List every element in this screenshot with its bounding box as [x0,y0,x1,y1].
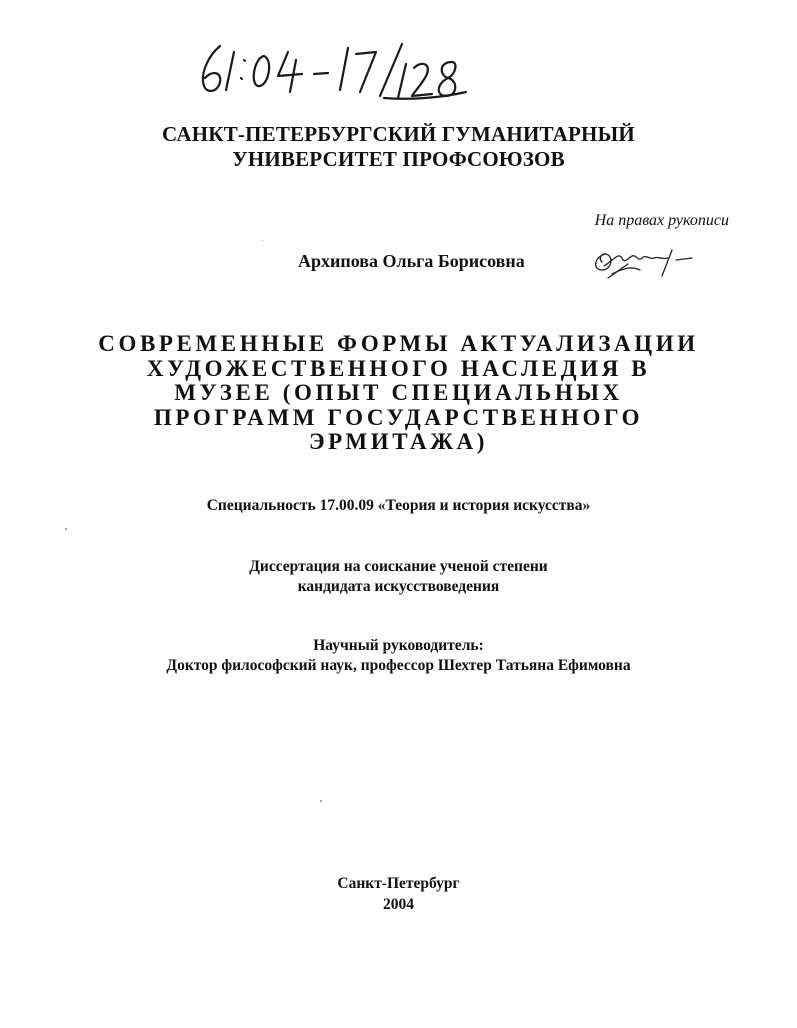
scan-speck [65,528,67,530]
university-line-1: САНКТ-ПЕТЕРБУРГСКИЙ ГУМАНИТАРНЫЙ [162,122,635,146]
place-and-year [0,873,797,915]
title-line: ЭРМИТАЖА) [308,429,489,454]
degree-line-2: кандидата искусствоведения [297,578,500,595]
title-line: СОВРЕМЕННЫЕ ФОРМЫ АКТУАЛИЗАЦИИ [98,331,699,356]
scan-speck [320,800,322,802]
place: Санкт-Петербург [337,875,460,892]
dissertation-title [0,332,797,455]
signature-drawing [588,240,698,282]
degree-line-1: Диссертация на соискание ученой степени [249,558,548,575]
year: 2004 [383,896,414,913]
title-line: МУЗЕЕ (ОПЫТ СПЕЦИАЛЬНЫХ [174,380,623,405]
degree-statement [0,557,797,597]
title-line: ПРОГРАММ ГОСУДАРСТВЕННОГО [153,404,644,430]
university-name [0,122,797,172]
manuscript-rights-note: На правах рукописи [594,212,729,229]
advisor-name: Доктор философский наук, профессор Шехтер Татьяна Ефимовна [166,657,631,674]
university-line-2: УНИВЕРСИТЕТ ПРОФСОЮЗОВ [232,147,565,171]
handwritten-archive-code [190,34,490,104]
advisor-label: Научный руководитель: [313,637,484,654]
scan-speck [262,240,263,241]
author-name: Архипова Ольга Борисовна [298,251,525,271]
scientific-advisor [0,636,797,676]
title-line: ХУДОЖЕСТВЕННОГО НАСЛЕДИЯ В [146,355,651,381]
specialty: Специальность 17.00.09 «Теория и история искусства» [206,497,591,514]
handwritten-code-drawing [190,34,490,104]
author-signature [588,240,698,282]
